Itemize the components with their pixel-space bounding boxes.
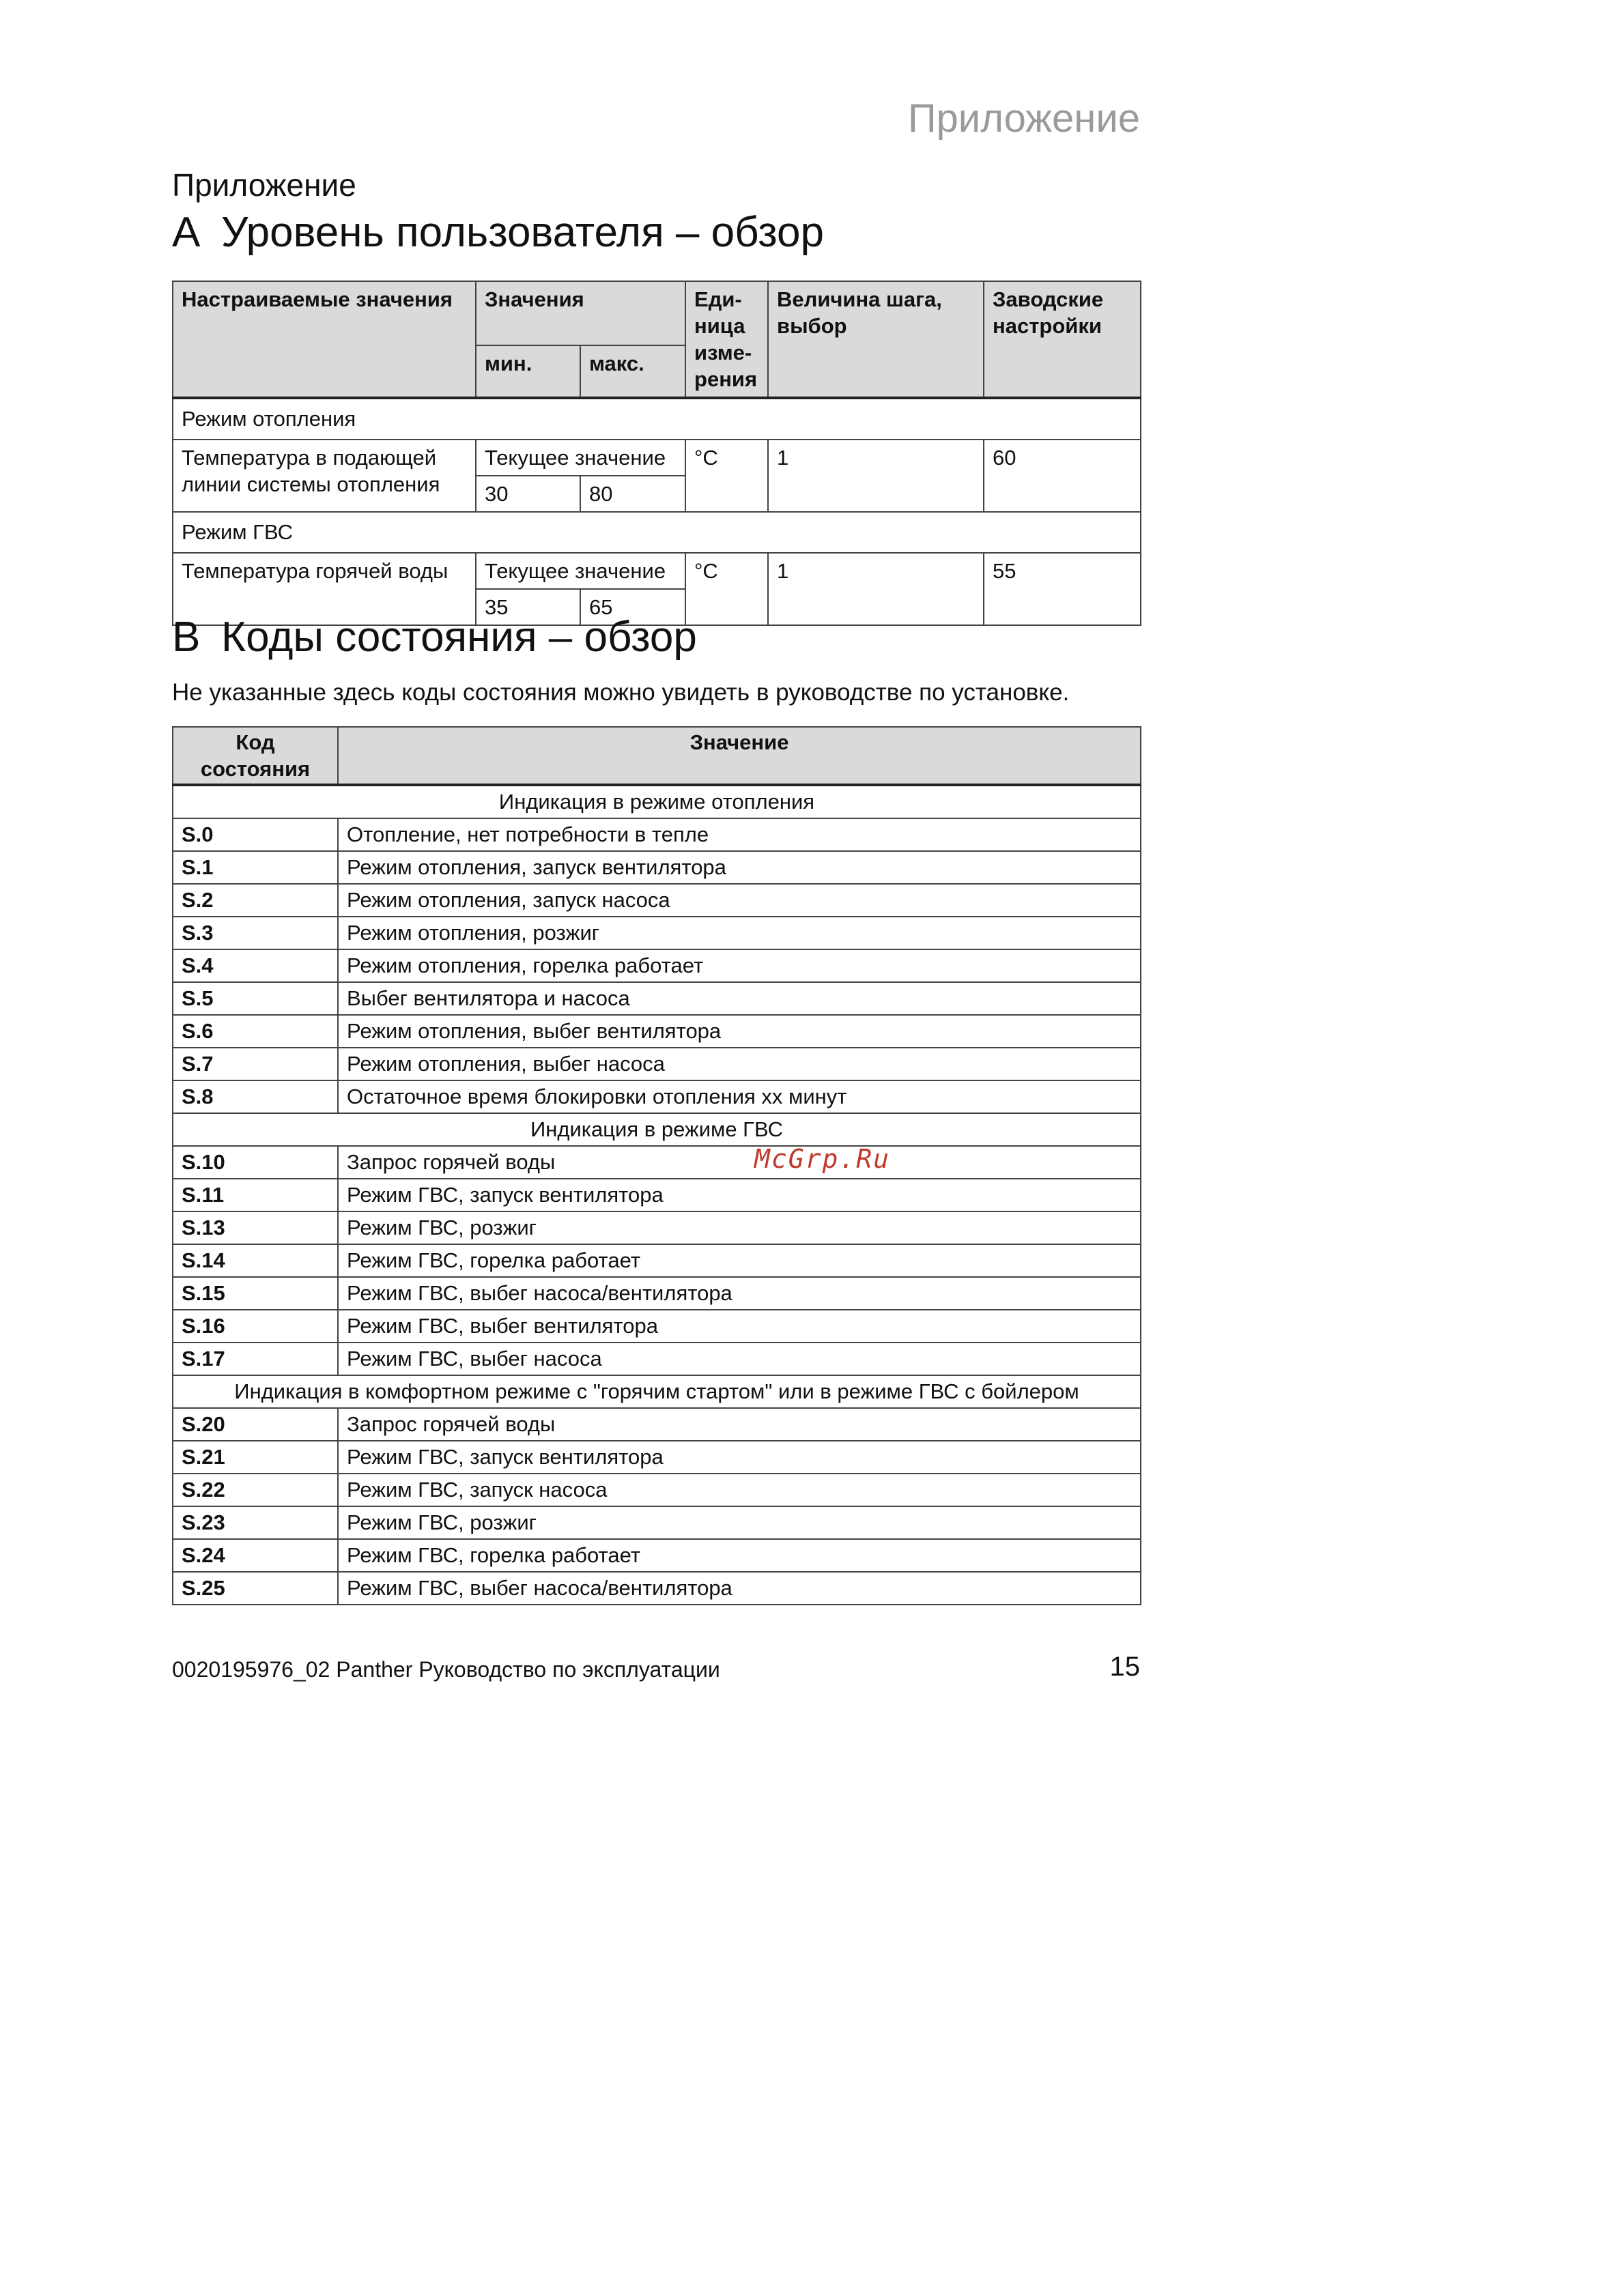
table-row [173,1080,1141,1113]
status-meaning: Режим отопления, выбег вентилятора [338,1015,1141,1048]
table-row [173,1179,1141,1211]
status-meaning: Режим ГВС, выбег насоса [338,1343,1141,1375]
param-factory: 60 [984,440,1141,512]
heading-section-b [172,613,697,661]
status-meaning: Запрос горячей воды [338,1146,1141,1179]
status-meaning: Режим ГВС, выбег вентилятора [338,1310,1141,1343]
status-code: S.0 [173,818,338,851]
status-code: S.17 [173,1343,338,1375]
table-row [173,1343,1141,1375]
status-meaning: Режим отопления, выбег насоса [338,1048,1141,1080]
status-code: S.2 [173,884,338,917]
intro-text: Не указанные здесь коды состояния можно увидеть в руководстве по установке. [172,679,1070,706]
param-step: 1 [768,440,984,512]
status-code: S.25 [173,1572,338,1605]
watermark: McGrp.Ru [754,1144,891,1174]
param-max: 65 [580,589,685,625]
group-dhw: Режим ГВС [173,512,1141,553]
param-step: 1 [768,553,984,625]
status-code: S.1 [173,851,338,884]
group-heating: Режим отопления [173,398,1141,440]
param-unit: °C [685,440,768,512]
status-group-title: Индикация в режиме ГВС [173,1113,1141,1146]
status-meaning: Режим отопления, запуск вентилятора [338,851,1141,884]
heading-b-title: Коды состояния – обзор [221,614,697,661]
table-row [173,1211,1141,1244]
table-row [173,1244,1141,1277]
user-level-table [172,281,1141,626]
table-row [173,1539,1141,1572]
col-code: Код состояния [173,727,338,785]
param-current: Текущее значение [476,553,685,589]
status-code: S.14 [173,1244,338,1277]
status-meaning: Режим отопления, розжиг [338,917,1141,949]
col-unit: Еди-ница изме-рения [685,281,768,398]
table-row [173,949,1141,982]
status-code: S.3 [173,917,338,949]
status-code: S.10 [173,1146,338,1179]
status-meaning: Режим ГВС, горелка работает [338,1244,1141,1277]
status-code: S.23 [173,1506,338,1539]
heading-section-a [172,208,824,257]
status-meaning: Режим ГВС, выбег насоса/вентилятора [338,1572,1141,1605]
table-row [173,917,1141,949]
col-values: Значения [476,281,685,345]
status-code: S.4 [173,949,338,982]
col-adjustable: Настраиваемые значения [173,281,476,398]
heading-b-letter: B [172,614,201,661]
status-codes-table [172,726,1141,1605]
page-number: 15 [1109,1652,1140,1682]
table-row [173,1310,1141,1343]
table-row [173,884,1141,917]
col-max: макс. [580,345,685,398]
status-meaning: Выбег вентилятора и насоса [338,982,1141,1015]
param-min: 30 [476,476,580,512]
param-name: Температура в подающей линии системы отопления [173,440,476,512]
status-meaning: Режим отопления, запуск насоса [338,884,1141,917]
param-max: 80 [580,476,685,512]
status-code: S.21 [173,1441,338,1474]
status-code: S.15 [173,1277,338,1310]
table-row [173,1146,1141,1179]
status-meaning: Режим ГВС, розжиг [338,1506,1141,1539]
status-meaning: Запрос горячей воды [338,1408,1141,1441]
table-row [173,1506,1141,1539]
status-group-title: Индикация в комфортном режиме с "горячим стартом" или в режиме ГВС с бойлером [173,1375,1141,1408]
status-code: S.11 [173,1179,338,1211]
status-meaning: Режим ГВС, выбег насоса/вентилятора [338,1277,1141,1310]
status-group-title: Индикация в режиме отопления [173,785,1141,818]
running-header: Приложение [907,96,1140,141]
status-meaning: Режим ГВС, горелка работает [338,1539,1141,1572]
status-code: S.24 [173,1539,338,1572]
table-row [173,982,1141,1015]
param-min: 35 [476,589,580,625]
table-row [173,1474,1141,1506]
table-row [173,1572,1141,1605]
status-code: S.6 [173,1015,338,1048]
col-step: Величина шага, выбор [768,281,984,398]
col-factory: Заводские настройки [984,281,1141,398]
table-row [173,1048,1141,1080]
status-code: S.8 [173,1080,338,1113]
status-meaning: Режим ГВС, розжиг [338,1211,1141,1244]
status-meaning: Режим отопления, горелка работает [338,949,1141,982]
status-meaning: Отопление, нет потребности в тепле [338,818,1141,851]
status-code: S.22 [173,1474,338,1506]
status-meaning: Режим ГВС, запуск вентилятора [338,1441,1141,1474]
table-row [173,1277,1141,1310]
heading-a-title: Уровень пользователя – обзор [221,209,824,256]
heading-a-letter: A [172,209,201,256]
col-meaning: Значение [338,727,1141,785]
section-label: Приложение [172,167,356,203]
table-row [173,1015,1141,1048]
param-factory: 55 [984,553,1141,625]
table-row [173,1408,1141,1441]
status-code: S.13 [173,1211,338,1244]
status-code: S.16 [173,1310,338,1343]
status-code: S.5 [173,982,338,1015]
status-meaning: Режим ГВС, запуск насоса [338,1474,1141,1506]
param-name: Температура горячей воды [173,553,476,625]
param-current: Текущее значение [476,440,685,476]
table-row [173,1441,1141,1474]
status-meaning: Режим ГВС, запуск вентилятора [338,1179,1141,1211]
status-meaning: Остаточное время блокировки отопления xx минут [338,1080,1141,1113]
table-row [173,818,1141,851]
table-row [173,851,1141,884]
col-min: мин. [476,345,580,398]
status-code: S.7 [173,1048,338,1080]
footer-doc-id: 0020195976_02 Panther Руководство по эксплуатации [172,1657,720,1682]
status-code: S.20 [173,1408,338,1441]
param-unit: °C [685,553,768,625]
